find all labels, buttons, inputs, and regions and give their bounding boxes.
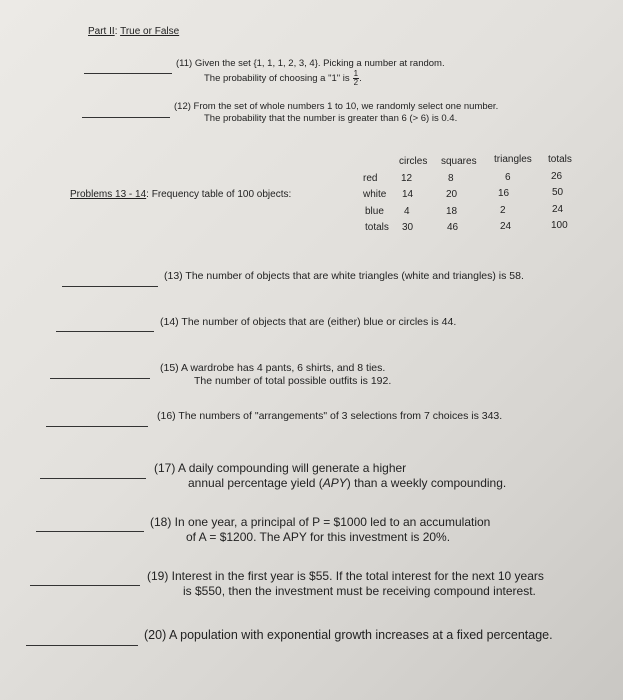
header-squares: squares xyxy=(441,156,477,167)
cell-blue-totals: 24 xyxy=(552,204,564,215)
question-19-line2: is $550, then the investment must be receiving compound interest. xyxy=(183,584,536,598)
question-18-line2: of A = $1200. The APY for this investment is 20%. xyxy=(186,530,451,544)
question-20 xyxy=(144,628,553,644)
part-title xyxy=(88,26,179,37)
question-18-line1: (18) In one year, a principal of P = $1000 led to an accumulation xyxy=(150,515,491,529)
answer-blank-16[interactable] xyxy=(46,426,148,427)
cell-white-triangles: 16 xyxy=(498,188,510,199)
frequency-table-caption: : Frequency table of 100 objects: xyxy=(146,189,292,200)
question-17-line2 xyxy=(154,476,506,491)
cell-red-totals: 26 xyxy=(551,171,563,182)
question-16-line1: (16) The numbers of "arrangements" of 3 selections from 7 choices is 343. xyxy=(157,410,503,422)
row-label-red: red xyxy=(363,173,378,184)
question-17-line2-b: ) than a weekly compounding. xyxy=(346,476,507,490)
question-13 xyxy=(164,270,524,283)
question-11 xyxy=(176,58,445,87)
header-totals: totals xyxy=(548,154,572,165)
cell-blue-squares: 18 xyxy=(446,206,458,217)
cell-white-squares: 20 xyxy=(446,189,458,200)
question-14-line1: (14) The number of objects that are (either) blue or circles is 44. xyxy=(160,316,457,328)
cell-red-circles: 12 xyxy=(401,173,413,184)
cell-totals-triangles: 24 xyxy=(500,221,512,232)
header-triangles: triangles xyxy=(494,154,532,165)
answer-blank-20[interactable] xyxy=(26,645,138,646)
question-17-line2-a: annual percentage yield ( xyxy=(188,476,323,490)
question-11-line2-end: . xyxy=(359,72,362,84)
frequency-table-label xyxy=(70,189,291,200)
cell-red-squares: 8 xyxy=(448,173,454,184)
answer-blank-18[interactable] xyxy=(36,531,144,532)
cell-totals-totals: 100 xyxy=(551,220,568,231)
question-15-line2: The number of total possible outfits is 192. xyxy=(194,375,392,388)
cell-white-totals: 50 xyxy=(552,187,564,198)
question-20-line1: (20) A population with exponential growth increases at a fixed percentage. xyxy=(144,628,553,642)
answer-blank-11[interactable] xyxy=(84,73,172,74)
part-title-prefix: Part II xyxy=(88,26,115,37)
row-label-blue: blue xyxy=(365,206,384,217)
question-19 xyxy=(147,569,544,599)
cell-red-triangles: 6 xyxy=(505,172,511,183)
fraction-denominator: 2 xyxy=(353,77,359,87)
cell-blue-circles: 4 xyxy=(404,206,410,217)
question-12 xyxy=(174,101,498,125)
question-19-line1: (19) Interest in the first year is $55. If the total interest for the next 10 years xyxy=(147,569,544,583)
answer-blank-19[interactable] xyxy=(30,585,140,586)
answer-blank-14[interactable] xyxy=(56,331,154,332)
cell-totals-squares: 46 xyxy=(447,222,459,233)
question-15 xyxy=(160,362,391,388)
problems-range: Problems 13 - 14 xyxy=(70,189,147,200)
part-title-sep: : xyxy=(114,26,118,37)
cell-white-circles: 14 xyxy=(402,189,414,200)
question-17-apy: APY xyxy=(322,476,347,490)
cell-totals-circles: 30 xyxy=(402,222,414,233)
question-14 xyxy=(160,316,456,329)
question-11-line1: (11) Given the set {1, 1, 1, 2, 3, 4}. Picking a number at random. xyxy=(176,58,445,69)
row-label-white: white xyxy=(363,189,387,200)
question-13-line1: (13) The number of objects that are white triangles (white and triangles) is 58. xyxy=(164,270,524,282)
part-title-suffix: True or False xyxy=(120,26,180,37)
question-18 xyxy=(150,515,490,545)
row-label-totals: totals xyxy=(365,222,389,233)
answer-blank-13[interactable] xyxy=(62,286,158,287)
cell-blue-triangles: 2 xyxy=(500,205,506,216)
question-11-line2-text: The probability of choosing a "1" is xyxy=(204,72,350,84)
question-17-line1: (17) A daily compounding will generate a higher xyxy=(154,461,407,475)
answer-blank-15[interactable] xyxy=(50,378,150,379)
header-circles: circles xyxy=(399,156,428,167)
question-17 xyxy=(154,461,506,491)
question-12-line1: (12) From the set of whole numbers 1 to 10, we randomly select one number. xyxy=(174,101,499,112)
question-12-line2: The probability that the number is greater than 6 (> 6) is 0.4. xyxy=(204,112,458,124)
answer-blank-17[interactable] xyxy=(40,478,146,479)
question-15-line1: (15) A wardrobe has 4 pants, 6 shirts, and 8 ties. xyxy=(160,362,386,374)
answer-blank-12[interactable] xyxy=(82,117,170,118)
question-16 xyxy=(157,410,502,423)
fraction-numerator: 1 xyxy=(353,68,359,78)
question-11-line2 xyxy=(176,70,445,87)
